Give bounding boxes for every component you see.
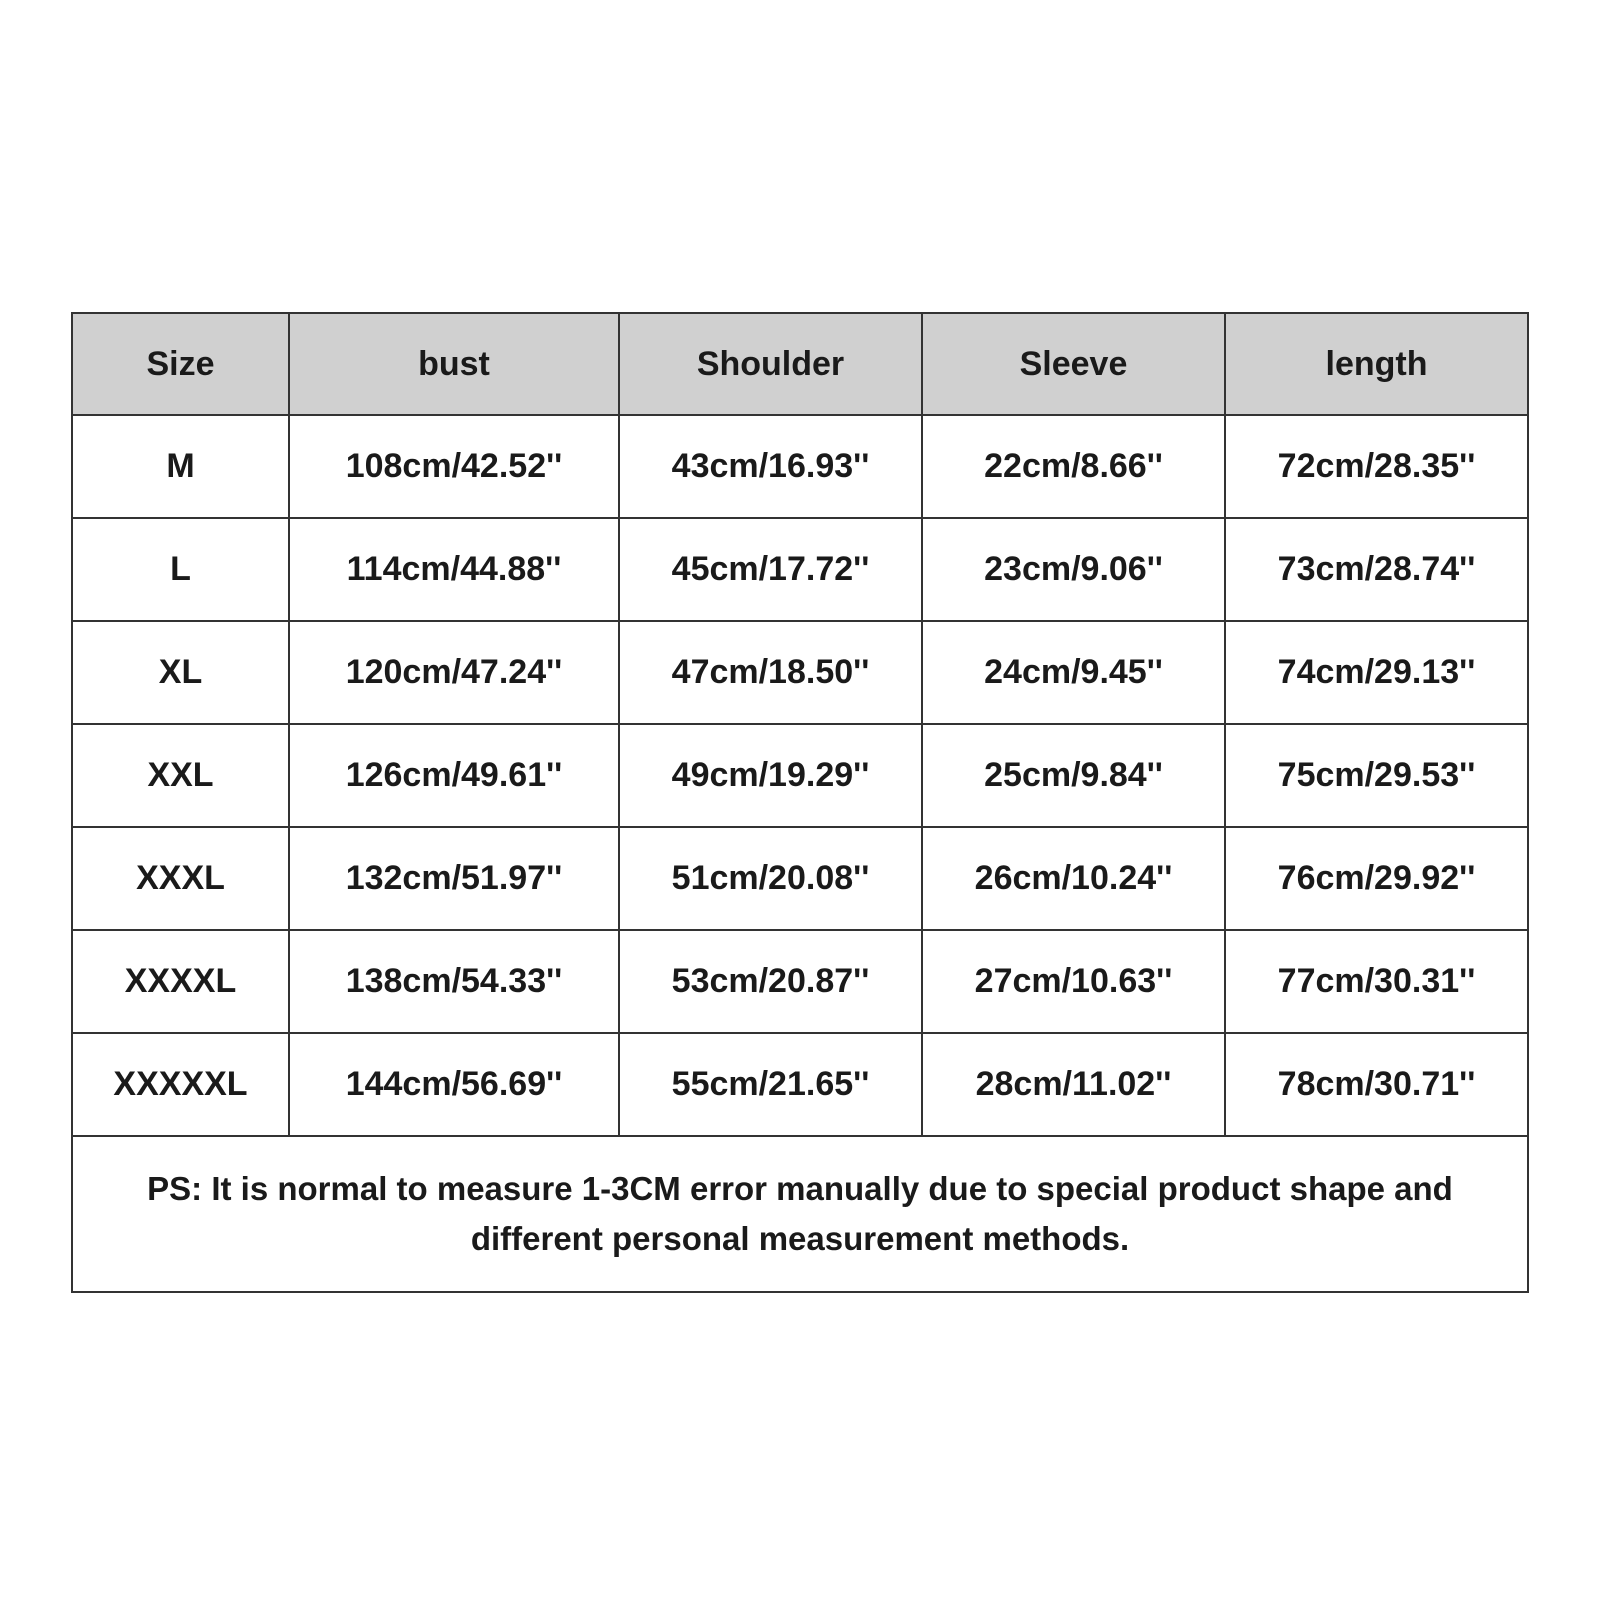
cell-bust: 120cm/47.24'' [289, 621, 619, 724]
cell-size: XXXXXL [72, 1033, 289, 1136]
table-row [72, 930, 1528, 1033]
header-row [72, 313, 1528, 415]
note-line-1: PS: It is normal to measure 1-3CM error manually due to special product shape and [147, 1170, 1453, 1207]
cell-length: 73cm/28.74'' [1225, 518, 1528, 621]
header-bust: bust [289, 313, 619, 415]
note-line-2: different personal measurement methods. [470, 1220, 1130, 1257]
cell-length: 76cm/29.92'' [1225, 827, 1528, 930]
cell-size: XXXL [72, 827, 289, 930]
cell-bust: 108cm/42.52'' [289, 415, 619, 518]
cell-shoulder: 55cm/21.65'' [619, 1033, 922, 1136]
cell-shoulder: 47cm/18.50'' [619, 621, 922, 724]
size-chart-table [71, 312, 1529, 1293]
cell-length: 78cm/30.71'' [1225, 1033, 1528, 1136]
note-row [72, 1136, 1528, 1292]
cell-shoulder: 51cm/20.08'' [619, 827, 922, 930]
cell-shoulder: 49cm/19.29'' [619, 724, 922, 827]
cell-length: 75cm/29.53'' [1225, 724, 1528, 827]
cell-shoulder: 43cm/16.93'' [619, 415, 922, 518]
header-size: Size [72, 313, 289, 415]
cell-size: XXL [72, 724, 289, 827]
cell-bust: 114cm/44.88'' [289, 518, 619, 621]
table-row [72, 1033, 1528, 1136]
cell-bust: 126cm/49.61'' [289, 724, 619, 827]
table-row [72, 827, 1528, 930]
cell-shoulder: 53cm/20.87'' [619, 930, 922, 1033]
cell-sleeve: 24cm/9.45'' [922, 621, 1225, 724]
cell-sleeve: 25cm/9.84'' [922, 724, 1225, 827]
cell-sleeve: 27cm/10.63'' [922, 930, 1225, 1033]
cell-size: XXXXL [72, 930, 289, 1033]
table-row [72, 621, 1528, 724]
cell-sleeve: 26cm/10.24'' [922, 827, 1225, 930]
cell-bust: 144cm/56.69'' [289, 1033, 619, 1136]
cell-shoulder: 45cm/17.72'' [619, 518, 922, 621]
cell-sleeve: 28cm/11.02'' [922, 1033, 1225, 1136]
cell-size: M [72, 415, 289, 518]
cell-length: 77cm/30.31'' [1225, 930, 1528, 1033]
cell-bust: 138cm/54.33'' [289, 930, 619, 1033]
table-row [72, 415, 1528, 518]
table-row [72, 518, 1528, 621]
header-shoulder: Shoulder [619, 313, 922, 415]
measurement-note [72, 1136, 1528, 1292]
cell-bust: 132cm/51.97'' [289, 827, 619, 930]
cell-sleeve: 22cm/8.66'' [922, 415, 1225, 518]
cell-length: 74cm/29.13'' [1225, 621, 1528, 724]
header-sleeve: Sleeve [922, 313, 1225, 415]
header-length: length [1225, 313, 1528, 415]
cell-length: 72cm/28.35'' [1225, 415, 1528, 518]
cell-size: XL [72, 621, 289, 724]
cell-sleeve: 23cm/9.06'' [922, 518, 1225, 621]
table-row [72, 724, 1528, 827]
cell-size: L [72, 518, 289, 621]
